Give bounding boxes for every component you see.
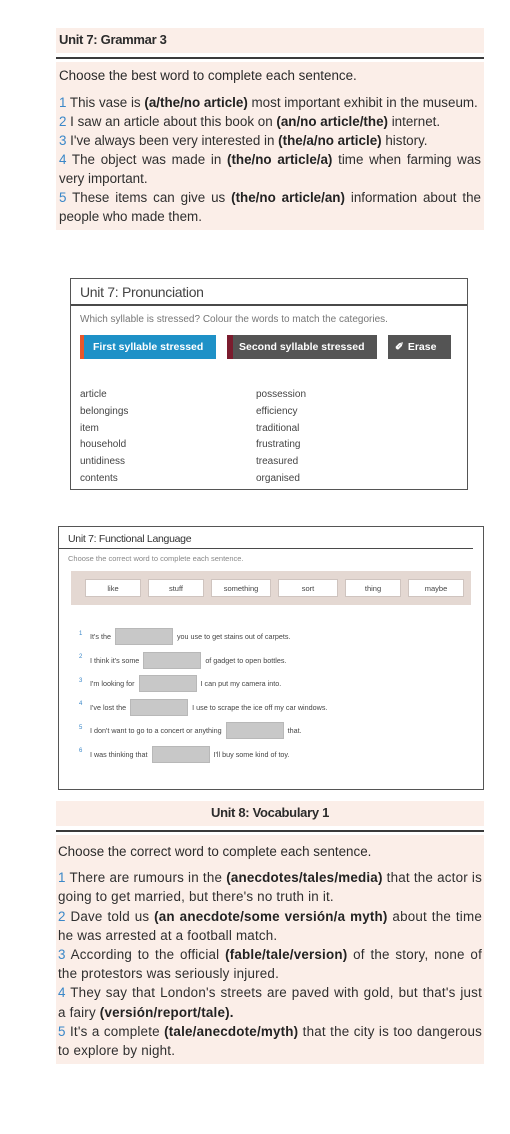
item-text: most important exhibit in the museum. — [247, 95, 478, 110]
item-number: 1 — [79, 630, 83, 637]
item-text: that. — [287, 726, 302, 736]
word-column-left — [80, 387, 256, 488]
vocabulary-title: Unit 8: Vocabulary 1 — [56, 801, 484, 826]
item-text: I don't want to go to a concert or anything — [90, 726, 222, 736]
divider — [56, 830, 484, 832]
vocabulary-instruction: Choose the correct word to complete each sentence. — [58, 844, 372, 859]
item-options[interactable]: (the/no article/a) — [226, 152, 333, 167]
word-item[interactable]: untidiness — [80, 456, 126, 468]
answer-drop-zone[interactable] — [226, 722, 284, 739]
item-text: I think it's some — [90, 655, 140, 665]
gap-fill-row — [79, 649, 327, 673]
item-text: I was thinking that — [90, 749, 148, 759]
grammar-item — [59, 131, 481, 150]
item-number: 1 — [59, 95, 67, 110]
grammar-item — [59, 112, 481, 131]
functional-instruction: Choose the correct word to complete each sentence. — [68, 554, 244, 563]
item-number: 3 — [58, 947, 66, 963]
word-chip[interactable]: like — [85, 579, 141, 597]
item-number: 4 — [79, 701, 83, 708]
item-text: I've always been very interested in — [66, 133, 279, 148]
grammar-item — [59, 93, 481, 112]
grammar-item — [59, 188, 481, 226]
item-number: 3 — [59, 133, 67, 148]
vocabulary-item — [58, 1022, 482, 1060]
item-number: 6 — [79, 748, 83, 755]
functional-title: Unit 7: Functional Language — [59, 527, 473, 549]
word-item[interactable]: household — [80, 439, 127, 451]
item-text: According to the official — [65, 947, 226, 963]
item-text: of gadget to open bottles. — [205, 655, 287, 665]
item-text: I saw an article about this book on — [66, 114, 277, 129]
word-item[interactable]: organised — [256, 472, 300, 484]
vocabulary-item — [58, 907, 482, 945]
eraser-icon: ✐ — [395, 341, 404, 353]
vocabulary-item — [58, 868, 482, 906]
item-text: The object was made in — [66, 152, 227, 167]
item-options[interactable]: (versión/report/tale). — [99, 1004, 234, 1020]
item-number: 4 — [58, 985, 66, 1001]
answer-drop-zone[interactable] — [130, 699, 188, 716]
word-chip[interactable]: something — [211, 579, 271, 597]
word-columns — [71, 359, 467, 488]
item-options[interactable]: (tale/anecdote/myth) — [164, 1023, 299, 1039]
word-item[interactable]: efficiency — [256, 405, 298, 417]
word-column-right — [256, 387, 432, 488]
item-text: It's the — [90, 632, 111, 642]
item-text: They say that London's streets are paved with gold, but that's just a fairy — [58, 985, 482, 1020]
item-text: information about the people who made them. — [59, 190, 482, 224]
answer-drop-zone[interactable] — [143, 652, 201, 669]
word-chip[interactable]: maybe — [408, 579, 464, 597]
gap-fill-row — [79, 625, 327, 649]
button-label: Erase — [407, 341, 437, 353]
word-item[interactable]: contents — [80, 472, 118, 484]
item-text: Dave told us — [65, 908, 155, 924]
item-text: This vase is — [66, 95, 145, 110]
item-text: I'll buy some kind of toy. — [213, 749, 290, 759]
answer-drop-zone[interactable] — [152, 746, 210, 763]
item-text: It's a complete — [65, 1023, 165, 1039]
button-label: Second syllable stressed — [239, 341, 365, 353]
item-options[interactable]: (an/no article/the) — [276, 114, 388, 129]
gap-fill-row — [79, 743, 327, 767]
vocabulary-section — [56, 801, 484, 1064]
button-label: First syllable stressed — [93, 341, 204, 353]
word-item[interactable]: belongings — [80, 405, 129, 417]
item-number: 2 — [58, 908, 66, 924]
vocabulary-item — [58, 983, 482, 1021]
item-text: internet. — [387, 114, 441, 129]
item-text: that the actor is going to get married, but there's no truth in it. — [58, 870, 482, 905]
item-options[interactable]: (the/a/no article) — [278, 133, 382, 148]
word-item[interactable]: treasured — [256, 456, 299, 468]
word-item[interactable]: traditional — [256, 422, 300, 434]
gap-fill-row — [79, 696, 327, 720]
item-text: These items can give us — [66, 190, 232, 205]
item-number: 3 — [79, 677, 83, 684]
grammar-section — [56, 28, 484, 230]
item-text: I can put my camera into. — [200, 679, 282, 689]
item-number: 5 — [79, 724, 83, 731]
grammar-body — [56, 62, 484, 230]
category-buttons — [71, 325, 467, 359]
erase-button[interactable] — [388, 335, 451, 359]
answer-drop-zone[interactable] — [139, 675, 197, 692]
item-text: you use to get stains out of carpets. — [176, 632, 291, 642]
item-number: 1 — [58, 870, 66, 886]
item-options[interactable]: (fable/tale/version) — [225, 947, 348, 963]
item-number: 5 — [58, 1023, 66, 1039]
gap-fill-row — [79, 719, 327, 743]
word-item[interactable]: article — [80, 389, 107, 400]
item-text: I'm looking for — [90, 679, 135, 689]
item-text: time when farming was very important. — [59, 152, 481, 186]
item-number: 4 — [59, 152, 67, 167]
grammar-instruction: Choose the best word to complete each sentence. — [59, 68, 357, 83]
item-options[interactable]: (anecdotes/tales/media) — [226, 870, 383, 886]
item-text: that the city is too dangerous to explore by night. — [58, 1023, 482, 1059]
item-text: about the time he was arrested at a football match. — [58, 908, 482, 943]
item-options[interactable]: (an anecdote/some versión/a myth) — [154, 908, 388, 924]
gap-fill-row — [79, 672, 327, 696]
vocabulary-body — [56, 835, 484, 1064]
word-item[interactable]: possession — [256, 389, 307, 400]
word-chip[interactable]: stuff — [148, 579, 204, 597]
item-options[interactable]: (a/the/no article) — [144, 95, 248, 110]
item-text: I use to scrape the ice off my car windows. — [192, 702, 328, 712]
pronunciation-panel — [70, 278, 468, 490]
item-number: 2 — [79, 654, 83, 661]
word-item[interactable]: frustrating — [256, 439, 301, 451]
answer-drop-zone[interactable] — [115, 628, 173, 645]
item-options[interactable]: (the/no article/an) — [231, 190, 345, 205]
word-bank — [71, 571, 471, 605]
item-text: I've lost the — [90, 702, 127, 712]
item-number: 5 — [59, 190, 67, 205]
functional-language-panel — [58, 526, 484, 790]
divider — [56, 57, 484, 59]
pronunciation-instruction: Which syllable is stressed? Colour the words to match the categories. — [80, 314, 388, 325]
functional-items — [79, 625, 327, 766]
item-text: of the story, none of the protestors was seriously injured. — [58, 947, 482, 982]
word-chip[interactable]: thing — [345, 579, 401, 597]
grammar-item — [59, 150, 481, 188]
pronunciation-title: Unit 7: Pronunciation — [71, 279, 467, 306]
vocabulary-item — [58, 945, 482, 983]
item-text: history. — [381, 133, 428, 148]
first-syllable-button[interactable] — [80, 335, 216, 359]
grammar-title: Unit 7: Grammar 3 — [56, 28, 484, 53]
word-chip[interactable]: sort — [278, 579, 338, 597]
word-item[interactable]: item — [80, 422, 99, 434]
item-text: There are rumours in the — [65, 870, 227, 886]
item-number: 2 — [59, 114, 67, 129]
second-syllable-button[interactable] — [227, 335, 377, 359]
